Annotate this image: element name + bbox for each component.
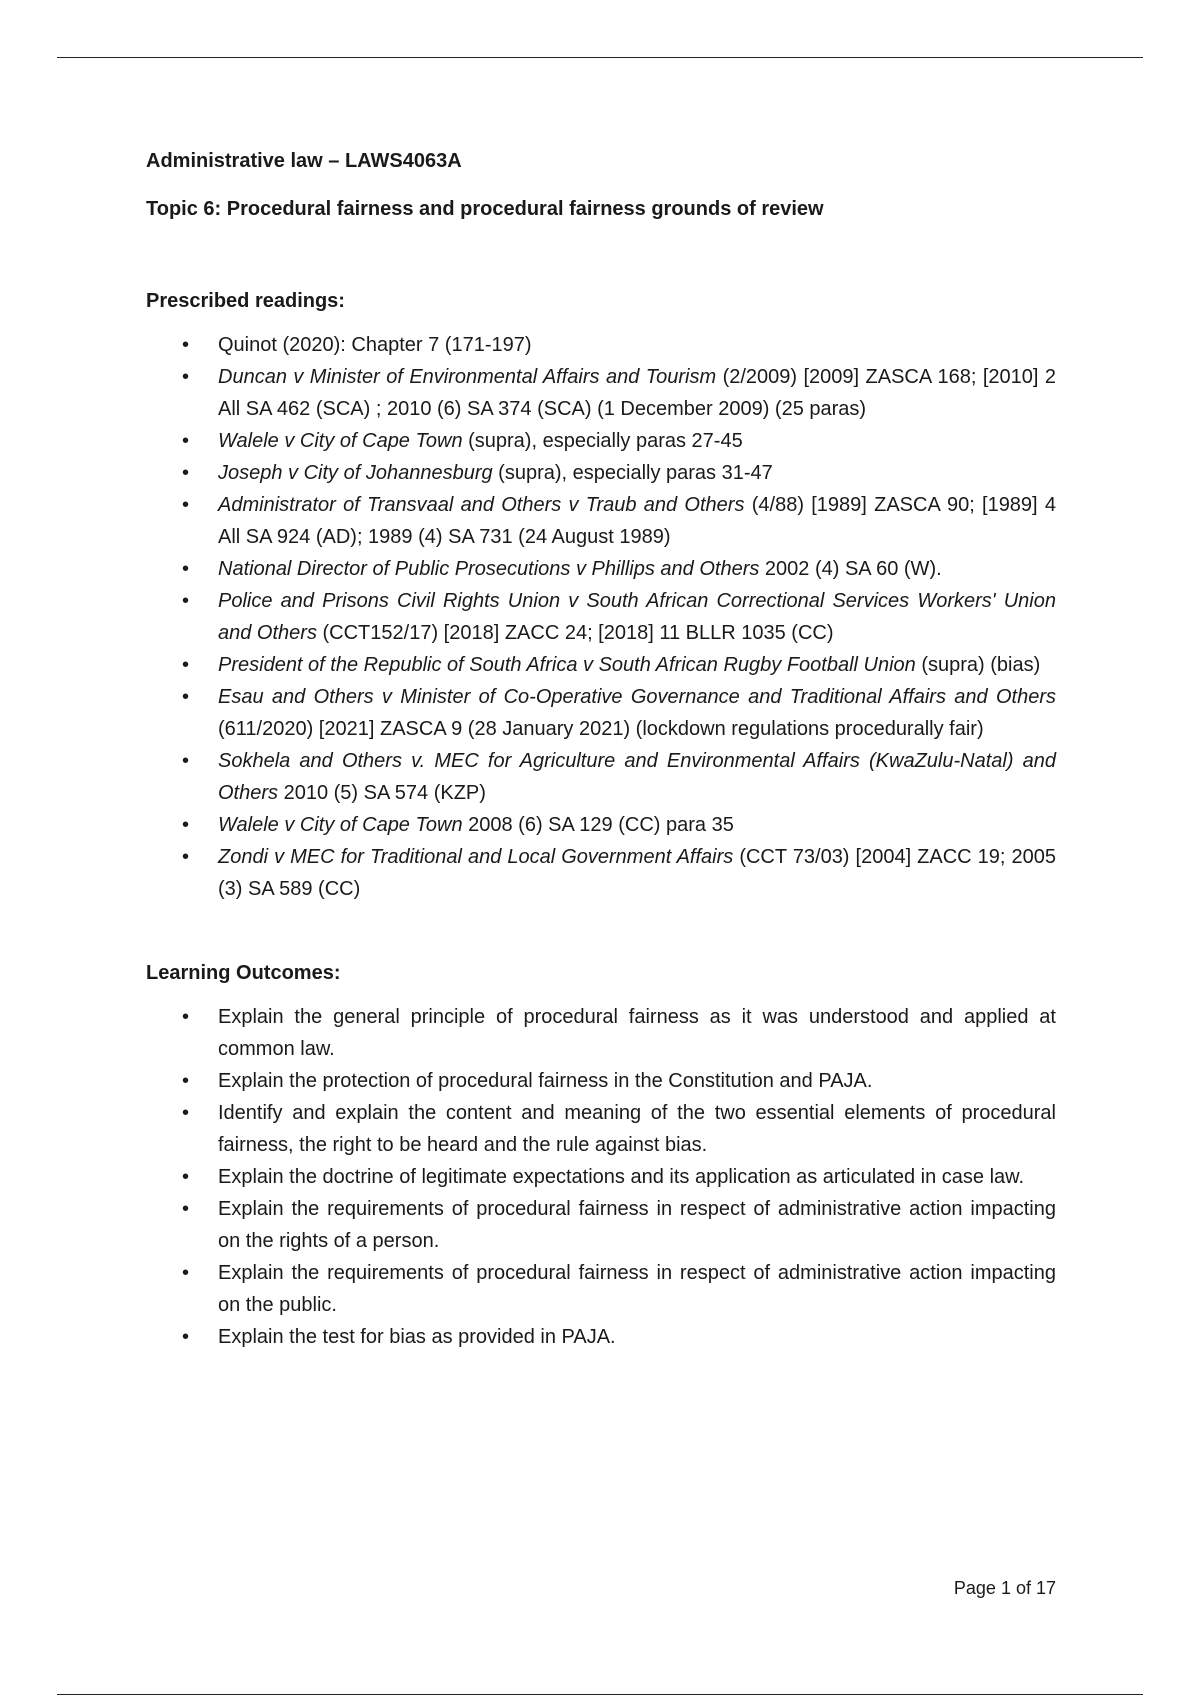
page-number: Page 1 of 17 — [953, 1578, 1056, 1598]
list-item: • Zondi v MEC for Traditional and Local Government Affairs (CCT 73/03) [2004] ZACC 19; 2005 (3) SA 589 (CC) — [146, 841, 1056, 905]
bullet-icon: • — [182, 1198, 190, 1220]
list-item: • President of the Republic of South Africa v South African Rugby Football Union (supra) (bias) — [146, 649, 1056, 681]
list-item: • Quinot (2020): Chapter 7 (171-197) — [146, 329, 1056, 361]
bullet-icon: • — [182, 1070, 190, 1092]
bullet-icon: • — [182, 1006, 190, 1028]
top-rule — [57, 57, 1143, 58]
list-item: • Sokhela and Others v. MEC for Agriculture and Environmental Affairs (KwaZulu-Natal) and Others 2010 (5) SA 574 (KZP) — [146, 745, 1056, 809]
list-item: • Walele v City of Cape Town 2008 (6) SA 129 (CC) para 35 — [146, 809, 1056, 841]
list-item: • Explain the doctrine of legitimate expectations and its application as articulated in case law. — [146, 1161, 1056, 1193]
course-title: Administrative law – LAWS4063A — [146, 150, 462, 172]
topic-title: Topic 6: Procedural fairness and procedural fairness grounds of review — [146, 198, 824, 220]
list-item: • Administrator of Transvaal and Others v Traub and Others (4/88) [1989] ZASCA 90; [1989] 4 All SA 924 (AD); 1989 (4) SA 731 (24 August 1989) — [146, 489, 1056, 553]
bullet-icon: • — [182, 1262, 190, 1284]
bullet-icon: • — [182, 846, 190, 868]
list-item: • Explain the general principle of procedural fairness as it was understood and applied at common law. — [146, 1001, 1056, 1065]
outcomes-heading: Learning Outcomes: — [146, 962, 341, 984]
bullet-icon: • — [182, 334, 190, 356]
bullet-icon: • — [182, 654, 190, 676]
bullet-icon: • — [182, 462, 190, 484]
bullet-icon: • — [182, 1326, 190, 1348]
list-item: • Explain the test for bias as provided in PAJA. — [146, 1321, 1056, 1353]
list-item: • Walele v City of Cape Town (supra), especially paras 27-45 — [146, 425, 1056, 457]
list-item: • Duncan v Minister of Environmental Affairs and Tourism (2/2009) [2009] ZASCA 168; [2010] 2 All SA 462 (SCA) ; 2010 (6) SA 374 (SCA) (1 December 2009) (25 paras) — [146, 361, 1056, 425]
list-item: • Explain the requirements of procedural fairness in respect of administrative action impacting on the public. — [146, 1257, 1056, 1321]
bullet-icon: • — [182, 814, 190, 836]
readings-list — [146, 329, 1056, 905]
bullet-icon: • — [182, 1102, 190, 1124]
bullet-icon: • — [182, 430, 190, 452]
list-item: • Explain the protection of procedural fairness in the Constitution and PAJA. — [146, 1065, 1056, 1097]
list-item: • Police and Prisons Civil Rights Union v South African Correctional Services Workers' Union and Others (CCT152/17) [2018] ZACC 24; [2018] 11 BLLR 1035 (CC) — [146, 585, 1056, 649]
outcomes-list — [146, 1001, 1056, 1353]
list-item: • Joseph v City of Johannesburg (supra), especially paras 31-47 — [146, 457, 1056, 489]
bullet-icon: • — [182, 558, 190, 580]
bullet-icon: • — [182, 590, 190, 612]
list-item: • Identify and explain the content and meaning of the two essential elements of procedural fairness, the right to be heard and the rule against bias. — [146, 1097, 1056, 1161]
bullet-icon: • — [182, 494, 190, 516]
bullet-icon: • — [182, 1166, 190, 1188]
list-item: • Explain the requirements of procedural fairness in respect of administrative action impacting on the rights of a person. — [146, 1193, 1056, 1257]
bottom-rule — [57, 1694, 1143, 1695]
bullet-icon: • — [182, 750, 190, 772]
list-item: • National Director of Public Prosecutions v Phillips and Others 2002 (4) SA 60 (W). — [146, 553, 1056, 585]
list-item: • Esau and Others v Minister of Co-Operative Governance and Traditional Affairs and Others (611/2020) [2021] ZASCA 9 (28 January 2021) (lockdown regulations procedurally fair) — [146, 681, 1056, 745]
bullet-icon: • — [182, 366, 190, 388]
bullet-icon: • — [182, 686, 190, 708]
document-body — [146, 145, 1056, 1353]
readings-heading: Prescribed readings: — [146, 290, 345, 312]
